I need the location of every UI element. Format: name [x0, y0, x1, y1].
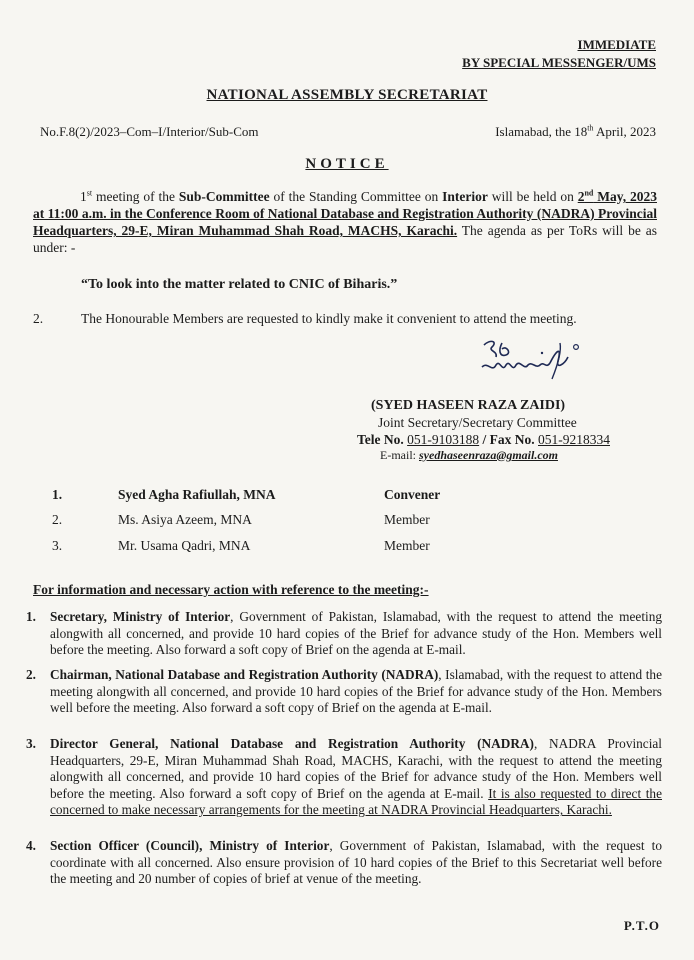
- meeting-paragraph: 1st meeting of the Sub-Committee of the Standing Committee on Interior will be held on 2nd May, 2023 at 11:00 a.m. in the Conference Room of National Database and Registration Authority (NADRA) Provincial Headquarters, 29-E, Miran Muhammad Shah Road, MACHS, Karachi. The agenda as per ToRs will be as under: -: [33, 188, 657, 255]
- signatory-designation: Joint Secretary/Secretary Committee: [378, 415, 577, 430]
- member-row: 2. Ms. Asiya Azeem, MNA Member: [52, 512, 430, 527]
- member-row: 1. Syed Agha Rafiullah, MNA Convener: [52, 487, 441, 502]
- priority-immediate: IMMEDIATE: [577, 37, 656, 52]
- list-item: 1. Secretary, Ministry of Interior, Government of Pakistan, Islamabad, with the request to attend the meeting alongwith all concerned, and provide 10 hard copies of the Brief for advance study of the Hon. Members well before the meeting. Also forward a soft copy of Brief on the agenda at E-mail.: [26, 609, 662, 658]
- reference-number: No.F.8(2)/2023–Com–I/Interior/Sub-Com: [40, 124, 259, 139]
- signatory-contact: Tele No. 051-9103188 / Fax No. 051-9218334: [357, 432, 610, 447]
- place-date: Islamabad, the 18th April, 2023: [495, 123, 656, 139]
- info-heading: For information and necessary action with reference to the meeting:-: [33, 582, 429, 597]
- para2-text: The Honourable Members are requested to kindly make it convenient to attend the meeting.: [81, 311, 577, 326]
- signatory-email: E-mail: syedhaseenraza@gmail.com: [380, 448, 558, 462]
- list-item: 2. Chairman, National Database and Registration Authority (NADRA), Islamabad, with the request to attend the meeting alongwith all concerned, and provide 10 hard copies of the Brief for advance study of the Hon. Members well before the meeting. Also forward a soft copy of Brief on the agenda at E-mail.: [26, 667, 662, 716]
- list-item: 3. Director General, National Database and Registration Authority (NADRA), NADRA Provincial Headquarters, 29-E, Miran Muhammad Shah Road, MACHS, Karachi, with the request to attend the meeting alongwith all concerned, and provide 10 hard copies of the Brief for advance study of the Hon. Members well before the meeting. Also forward a soft copy of Brief on the agenda at E-mail. It is also requested to direct the concerned to make necessary arrangements for the meeting at NADRA Provincial Headquarters, Karachi.: [26, 736, 662, 818]
- signature-image: [476, 335, 586, 388]
- agenda-item: “To look into the matter related to CNIC of Biharis.”: [81, 277, 398, 292]
- priority-header: [462, 36, 656, 72]
- org-title: NATIONAL ASSEMBLY SECRETARIAT: [206, 87, 488, 103]
- notice-title: NOTICE: [305, 156, 389, 172]
- list-item: 4. Section Officer (Council), Ministry of Interior, Government of Pakistan, Islamabad, with the request to coordinate with all concerned. Also ensure provision of 10 hard copies of the Brief to this Secretariat well before the meeting and 20 number of copies of brief at venue of the meeting.: [26, 838, 663, 887]
- para2-number: 2.: [33, 311, 44, 326]
- email-link[interactable]: syedhaseenraza@gmail.com: [419, 448, 558, 462]
- page-turn-over: P.T.O: [623, 918, 660, 933]
- member-row: 3. Mr. Usama Qadri, MNA Member: [52, 538, 430, 553]
- signatory-name: (SYED HASEEN RAZA ZAIDI): [371, 398, 566, 413]
- priority-delivery: BY SPECIAL MESSENGER/UMS: [462, 55, 656, 70]
